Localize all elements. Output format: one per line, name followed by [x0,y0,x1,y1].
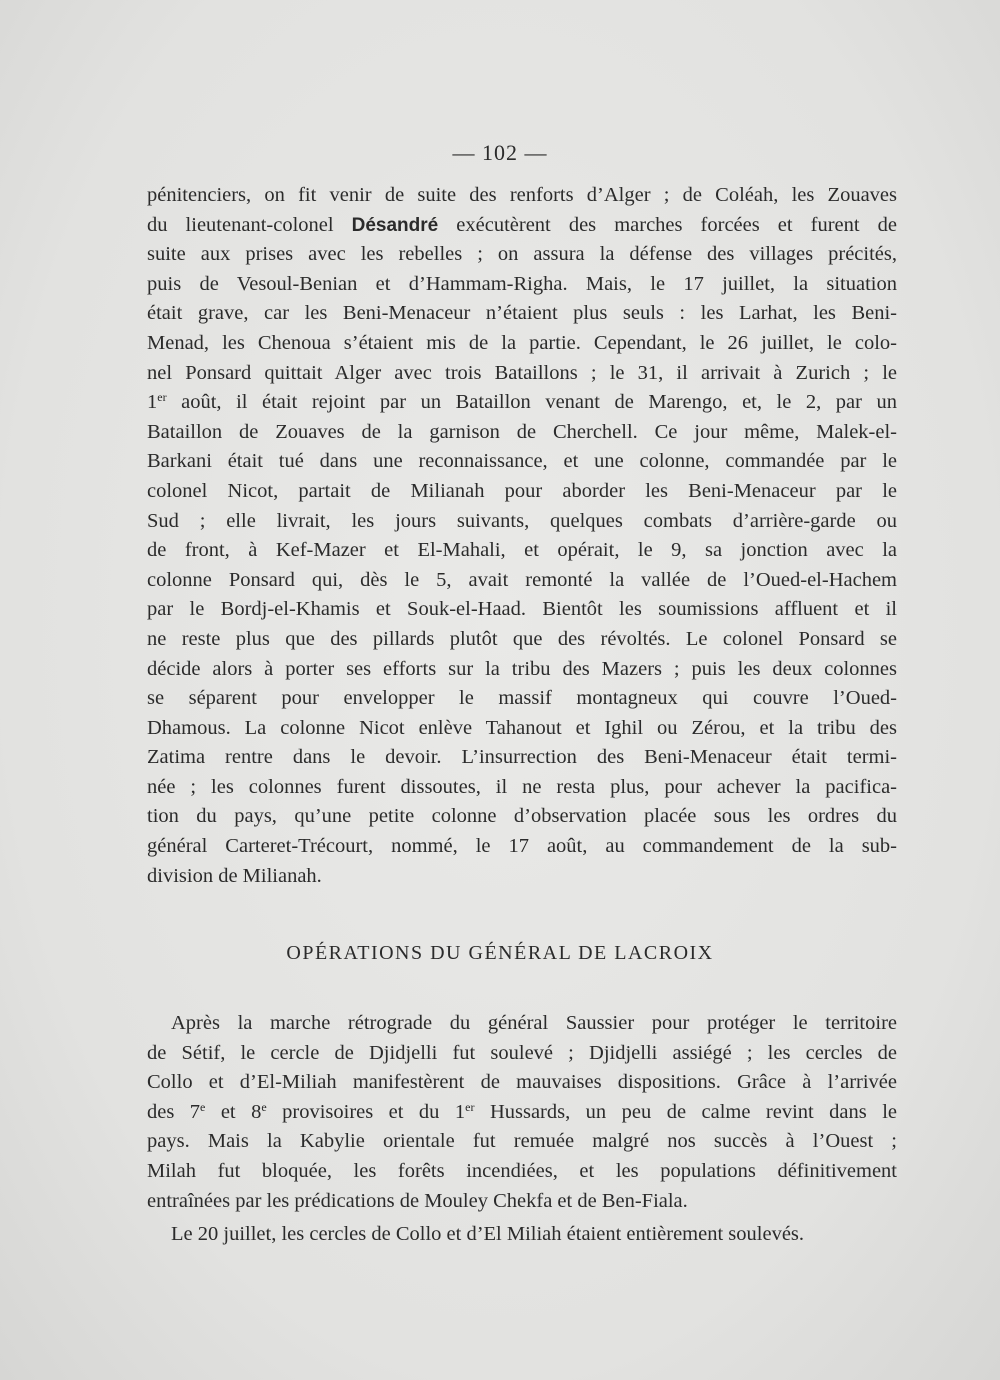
text-line: Collo et d’El-Miliah manifestèrent de mauvaises dispositions. Grâce à l’arrivée [147,1071,897,1094]
text-line: née ; les colonnes furent dissoutes, il ne resta plus, pour achever la pacifica- [147,775,897,798]
text-line: Dhamous. La colonne Nicot enlève Tahanout et Ighil ou Zérou, et la tribu des [147,716,897,739]
text-line: tion du pays, qu’une petite colonne d’observation placée sous les ordres du [147,805,897,828]
text-line: Après la marche rétrograde du général Saussier pour protéger le territoire [171,1012,897,1034]
text-line: nel Ponsard quittait Alger avec trois Bataillons ; le 31, il arrivait à Zurich ; le [147,361,897,384]
paragraph-1 [147,181,897,891]
officer-name: Désandré [351,214,439,236]
text-line: 1er août, il était rejoint par un Bataillon venant de Marengo, et, le 2, par un [147,390,897,414]
text-line: pénitenciers, on fit venir de suite des renforts d’Alger ; de Coléah, les Zouaves [147,184,897,206]
text-line: par le Bordj-el-Khamis et Souk-el-Haad. Bientôt les soumissions affluent et il [147,598,897,621]
paragraph-3 [147,1220,897,1250]
text-line: Le 20 juillet, les cercles de Collo et d’El Miliah étaient entièrement soulevés. [171,1223,805,1245]
text-line: général Carteret-Trécourt, nommé, le 17 août, au commandement de la sub- [147,835,897,858]
text-line: puis de Vesoul-Benian et d’Hammam-Righa. Mais, le 17 juillet, la situation [147,272,897,295]
text-line: Zatima rentre dans le devoir. L’insurrection des Beni-Menaceur était termi- [147,746,897,769]
text-line: décide alors à porter ses efforts sur la tribu des Mazers ; puis les deux colonnes [147,657,897,680]
section-heading: OPÉRATIONS DU GÉNÉRAL DE LACROIX [286,942,714,964]
text-line: Barkani était tué dans une reconnaissance, et une colonne, commandée par le [147,450,897,473]
text-line: du lieutenant-colonel Désandré exécutèrent des marches forcées et furent de [147,213,897,236]
text-line: Menad, les Chenoua s’étaient mis de la partie. Cependant, le 26 juillet, le colo- [147,331,897,354]
text-line: colonel Nicot, partait de Milianah pour aborder les Beni-Menaceur par le [147,479,897,502]
text-line: entraînées par les prédications de Mouley Chekfa et de Ben-Fiala. [147,1189,688,1212]
text-line: division de Milianah. [147,864,322,887]
text-line: se séparent pour envelopper le massif montagneux qui couvre l’Oued- [147,687,897,710]
text-line: colonne Ponsard qui, dès le 5, avait remonté la vallée de l’Oued-el-Hachem [147,568,897,591]
paragraph-2 [147,1009,897,1216]
text-line: pays. Mais la Kabylie orientale fut remuée malgré nos succès à l’Ouest ; [147,1130,897,1153]
page-number: — 102 — [452,140,548,165]
text-line: de Sétif, le cercle de Djidjelli fut soulevé ; Djidjelli assiégé ; les cercles de [147,1041,897,1064]
text-line: suite aux prises avec les rebelles ; on assura la défense des villages précités, [147,243,897,266]
text-line: était grave, car les Beni-Menaceur n’étaient plus seuls : les Larhat, les Beni- [147,302,897,325]
text-line: des 7e et 8e provisoires et du 1er Hussards, un peu de calme revint dans le [147,1099,897,1123]
text-line: Bataillon de Zouaves de la garnison de Cherchell. Ce jour même, Malek-el- [147,420,897,443]
text-line: ne reste plus que des pillards plutôt que des révoltés. Le colonel Ponsard se [147,627,897,650]
text-line: Milah fut bloquée, les forêts incendiées, et les populations définitivement [147,1159,897,1182]
text-line: Sud ; elle livrait, les jours suivants, quelques combats d’arrière-garde ou [147,509,897,532]
text-line: de front, à Kef-Mazer et El-Mahali, et opérait, le 9, sa jonction avec la [147,539,897,562]
